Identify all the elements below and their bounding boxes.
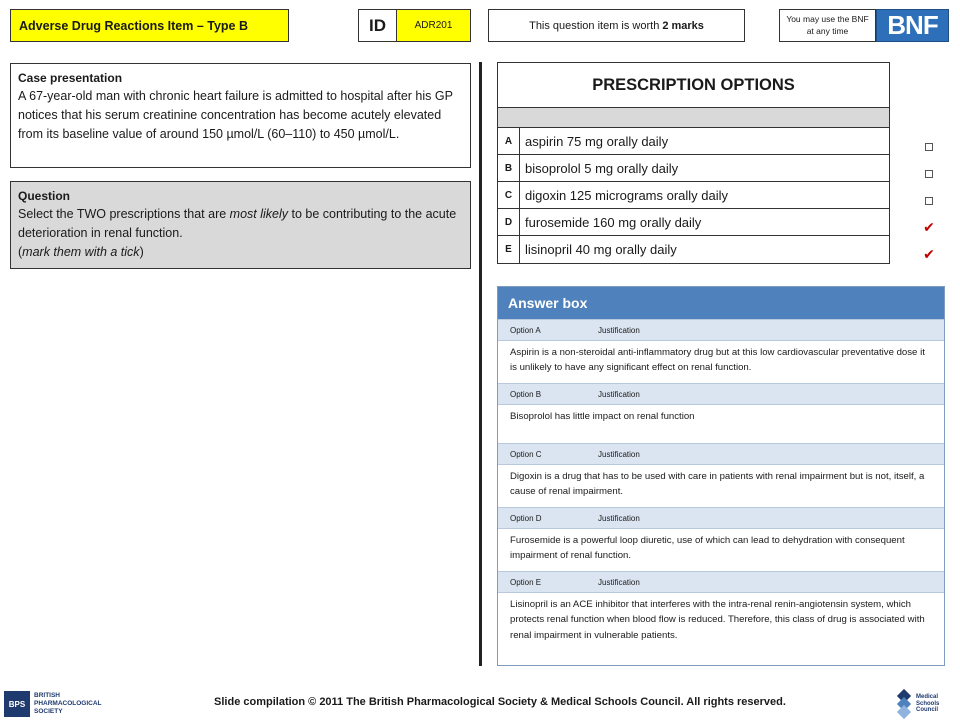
instruction-open: (: [18, 245, 23, 260]
option-c-checkbox[interactable]: [916, 187, 942, 214]
answer-justification-e: Lisinopril is an ACE inhibitor that interferes with the intra-renal renin-angiotensin system, which protects renal function when blood flow is reduced. Therefore, this class of drug is associated with renal impairment in vulnerable patients.: [498, 592, 944, 666]
tick-icon: ✔: [923, 246, 935, 262]
prescription-title: PRESCRIPTION OPTIONS: [498, 63, 889, 108]
msc-logo: [895, 688, 953, 720]
bps-wordmark: [34, 692, 102, 716]
bps-line: SOCIETY: [34, 708, 63, 716]
tick-icon: ✔: [923, 219, 935, 235]
copyright-notice: Slide compilation © 2011 The British Pharmacological Society & Medical Schools Council. All rights reserved.: [214, 696, 786, 708]
question-heading: Question: [18, 189, 71, 203]
option-drug: bisoprolol 5 mg orally daily: [525, 160, 679, 176]
answer-option-header: [498, 571, 944, 592]
option-a-checkbox[interactable]: [916, 133, 942, 160]
msc-wordmark: [916, 694, 939, 715]
empty-checkbox-icon: [925, 197, 933, 205]
option-e-checkbox[interactable]: [916, 241, 942, 268]
answer-option-header: [498, 383, 944, 404]
answer-option-name: Option E: [510, 577, 542, 587]
option-drug: furosemide 160 mg orally daily: [525, 214, 702, 230]
answer-option-name: Option B: [510, 389, 542, 399]
vertical-divider: [479, 62, 482, 666]
justification-label: Justification: [598, 449, 640, 459]
option-d-checkbox[interactable]: [916, 214, 942, 241]
option-drug: digoxin 125 micrograms orally daily: [525, 187, 729, 203]
option-letter: E: [498, 236, 520, 263]
answer-option-header: [498, 507, 944, 528]
answer-justification-d: Furosemide is a powerful loop diuretic, use of which can lead to dehydration with consequent impairment of renal function.: [498, 528, 944, 571]
question-instruction: [18, 243, 463, 262]
option-letter: A: [498, 128, 520, 154]
prescription-spacer-row: [498, 108, 889, 128]
case-presentation: [10, 63, 471, 168]
option-letter: D: [498, 209, 520, 235]
marks-worth: [488, 9, 745, 42]
answer-box: [497, 286, 945, 666]
option-letter: C: [498, 182, 520, 208]
answer-justification-c: Digoxin is a drug that has to be used with care in patients with renal impairment but is not, itself, a cause of renal impairment.: [498, 464, 944, 507]
prescription-row-b: [498, 155, 889, 182]
answer-option-name: Option D: [510, 513, 542, 523]
question-emphasis: most likely: [229, 207, 289, 222]
answer-option-header: [498, 319, 944, 340]
bps-line: PHARMACOLOGICAL: [34, 699, 102, 707]
bps-logo: [4, 688, 116, 720]
empty-checkbox-icon: [925, 143, 933, 151]
option-drug: aspirin 75 mg orally daily: [525, 133, 669, 149]
answer-option-name: Option C: [510, 449, 542, 459]
answer-justification-b: Bisoprolol has little impact on renal function: [498, 404, 944, 443]
justification-label: Justification: [598, 577, 640, 587]
marks-worth-value: 2 marks: [662, 19, 704, 32]
msc-line: Council: [916, 707, 938, 714]
case-heading: Case presentation: [18, 71, 123, 85]
bps-mark: BPS: [4, 691, 30, 717]
instruction-text: mark them with a tick: [22, 245, 140, 260]
msc-mark-icon: [895, 690, 913, 718]
justification-label: Justification: [598, 325, 640, 335]
empty-checkbox-icon: [925, 170, 933, 178]
bnf-note: You may use the BNF at any time: [779, 9, 876, 42]
prescription-row-d: [498, 209, 889, 236]
msc-line: Schools: [916, 700, 940, 707]
question-text-after: to be contributing to the acute deterioration in renal function.: [18, 207, 457, 241]
prescription-row-e: [498, 236, 889, 263]
question-box: [10, 181, 471, 269]
answer-option-name: Option A: [510, 325, 541, 335]
bnf-logo: BNF: [876, 9, 949, 42]
option-drug: lisinopril 40 mg orally daily: [525, 242, 677, 257]
answer-box-title: Answer box: [498, 287, 944, 319]
justification-label: Justification: [598, 389, 640, 399]
prescription-options-table: [497, 62, 890, 264]
id-label: ID: [358, 9, 396, 42]
prescription-row-c: [498, 182, 889, 209]
option-letter: B: [498, 155, 520, 181]
answer-justification-a: Aspirin is a non-steroidal anti-inflammatory drug but at this low cardiovascular preventative dose it is unlikely to have any significant effect on renal function.: [498, 340, 944, 383]
question-text: [18, 205, 463, 243]
msc-line: Medical: [916, 693, 939, 700]
marks-worth-text: This question item is worth: [529, 19, 660, 32]
instruction-close: ): [139, 245, 144, 260]
prescription-row-a: [498, 128, 889, 155]
answer-option-header: [498, 443, 944, 464]
justification-label: Justification: [598, 513, 640, 523]
option-b-checkbox[interactable]: [916, 160, 942, 187]
case-text: A 67-year-old man with chronic heart failure is admitted to hospital after his GP notices that his serum creatinine concentration has become acutely elevated from its baseline value of around 150 µmol/L (60–110) to 450 µmol/L.: [18, 89, 453, 142]
question-text-before: Select the TWO prescriptions that are: [18, 207, 230, 222]
item-type-label: Adverse Drug Reactions Item – Type B: [10, 9, 289, 42]
id-value: ADR201: [396, 9, 471, 42]
bps-line: BRITISH: [34, 691, 60, 699]
